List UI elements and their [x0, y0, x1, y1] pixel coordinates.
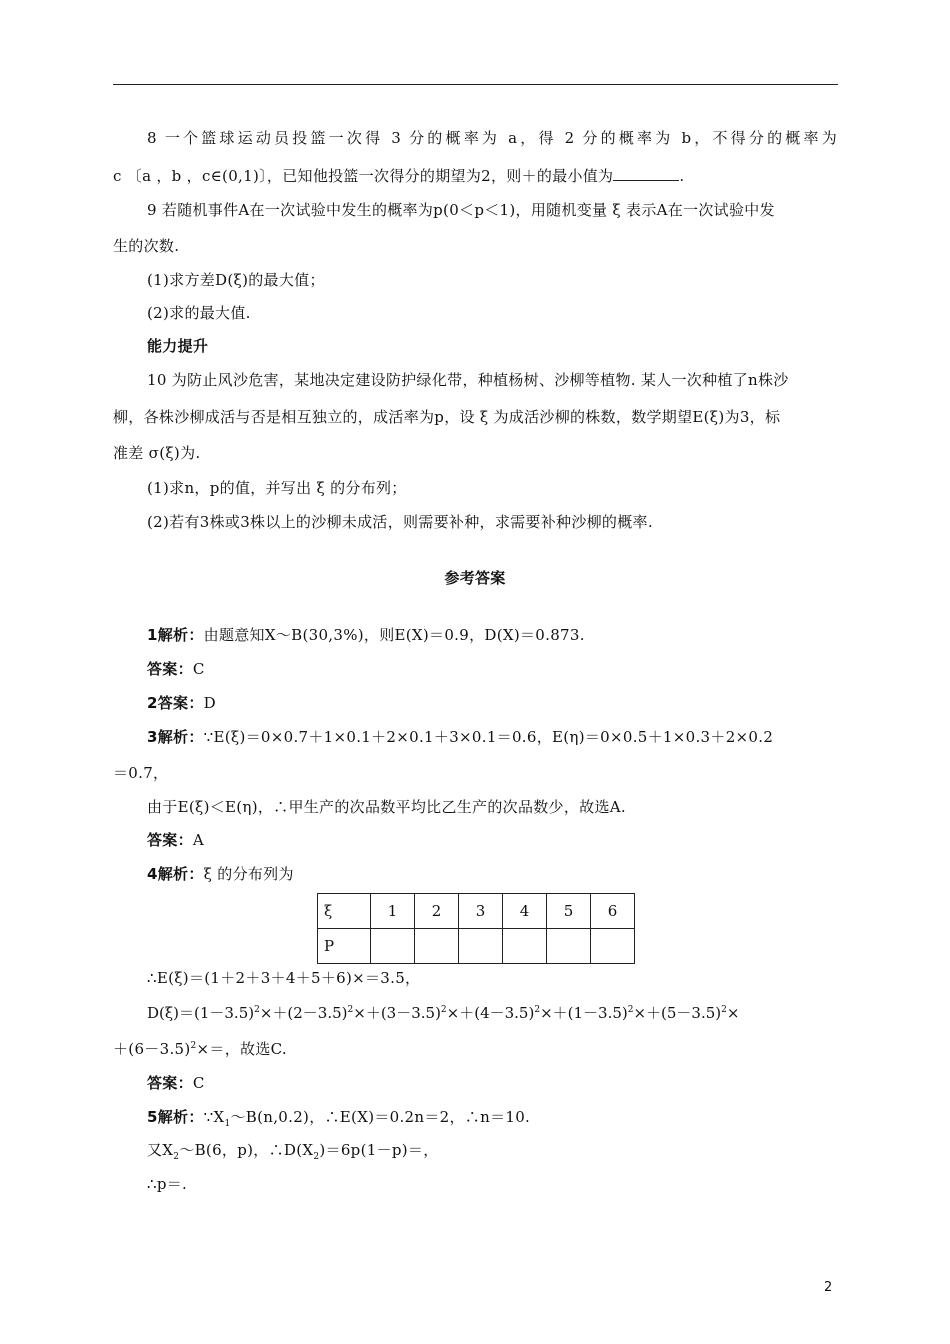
a5-line1: 5解析：$\because X_1\sim B(n,0.2)$，∴E(X)＝0.2n＝2，∴n＝10. — [147, 1108, 531, 1129]
a4-expectation: ∴E(ξ)＝(1＋2＋3＋4＋5＋6)×＝3.5， — [147, 969, 421, 987]
header-rule — [113, 84, 838, 85]
a3-line1: 3解析：∵E(ξ)＝0×0.7＋1×0.1＋2×0.1＋3×0.1＝0.6，E(η)＝0×0.5＋1×0.3＋2×0.2 — [147, 728, 774, 746]
a3-answer: 答案：A — [147, 831, 205, 849]
a1-answer: 答案：C — [147, 660, 205, 678]
q10-line3: 准差 σ(ξ)为. — [113, 444, 201, 462]
a5-line2: 又$X_2\sim B(6$，p)，$\therefore D(X_2)=6p(1-p)=$， — [147, 1141, 439, 1162]
q8-line2: c 〔a ，b ，c∈(0,1)〕，已知他投篮一次得分的期望为2，则＋的最小值为 . — [113, 167, 685, 185]
table-cell: 2 — [415, 894, 459, 929]
page-number: 2 — [824, 1280, 833, 1295]
table-cell — [591, 929, 635, 964]
a3-line2: ＝0.7， — [113, 764, 169, 782]
table-cell — [459, 929, 503, 964]
table-cell — [415, 929, 459, 964]
a3-line3: 由于E(ξ)＜E(η)，∴甲生产的次品数平均比乙生产的次品数少，故选A. — [147, 798, 626, 816]
table-cell: ξ — [318, 894, 371, 929]
table-cell — [503, 929, 547, 964]
a4-answer: 答案：C — [147, 1074, 205, 1092]
a1-line: 1解析：由题意知X～B(30,3%)，则E(X)＝0.9，D(X)＝0.873. — [147, 626, 585, 644]
distribution-table — [317, 893, 635, 964]
q9-line1: 9 若随机事件A在一次试验中发生的概率为p(0＜p＜1)，用随机变量 ξ 表示A在一次试验中发 — [147, 201, 775, 219]
table-cell: 3 — [459, 894, 503, 929]
q9-sub1: (1)求方差D(ξ)的最大值； — [147, 271, 325, 289]
table-cell: 1 — [371, 894, 415, 929]
q10-sub1: (1)求n，p的值，并写出 ξ 的分布列； — [147, 479, 407, 497]
table-cell: 5 — [547, 894, 591, 929]
answers-title: 参考答案 — [444, 569, 506, 587]
q10-sub2: (2)若有3株或3株以上的沙柳未成活，则需要补种，求需要补种沙柳的概率. — [147, 513, 653, 531]
a5-line3: ∴p＝. — [147, 1175, 188, 1193]
table-cell — [371, 929, 415, 964]
q8-line1: 8 一个篮球运动员投篮一次得 3 分的概率为 a，得 2 分的概率为 b，不得分的概率为 — [147, 129, 837, 147]
section-heading-ability: 能力提升 — [147, 337, 209, 355]
table-row — [318, 929, 635, 964]
table-cell: 6 — [591, 894, 635, 929]
table-cell — [547, 929, 591, 964]
table-cell: 4 — [503, 894, 547, 929]
a4-line1: 4解析：ξ 的分布列为 — [147, 865, 294, 883]
a4-variance-line1: $D(\xi)=(1-3.5)^2\times+(2-3.5)^2\times+(3-3.5)^2\times+(4-3.5)^2\times+(1-3.5)^2\times+(5-3.5)^2\times$ — [147, 1004, 740, 1022]
q9-line2: 生的次数. — [113, 237, 180, 255]
table-cell: P — [318, 929, 371, 964]
q10-line1: 10 为防止风沙危害，某地决定建设防护绿化带，种植杨树、沙柳等植物. 某人一次种植了n株沙 — [147, 371, 789, 389]
answer-blank — [613, 166, 679, 181]
a2-answer: 2答案：D — [147, 694, 216, 712]
q9-sub2: (2)求的最大值. — [147, 304, 251, 322]
q10-line2: 柳，各株沙柳成活与否是相互独立的，成活率为p，设 ξ 为成活沙柳的株数，数学期望E(ξ)为3，标 — [113, 408, 781, 426]
a4-variance-line2: $+(6-3.5)^2\times=$，故选C. — [113, 1040, 287, 1058]
table-row — [318, 894, 635, 929]
